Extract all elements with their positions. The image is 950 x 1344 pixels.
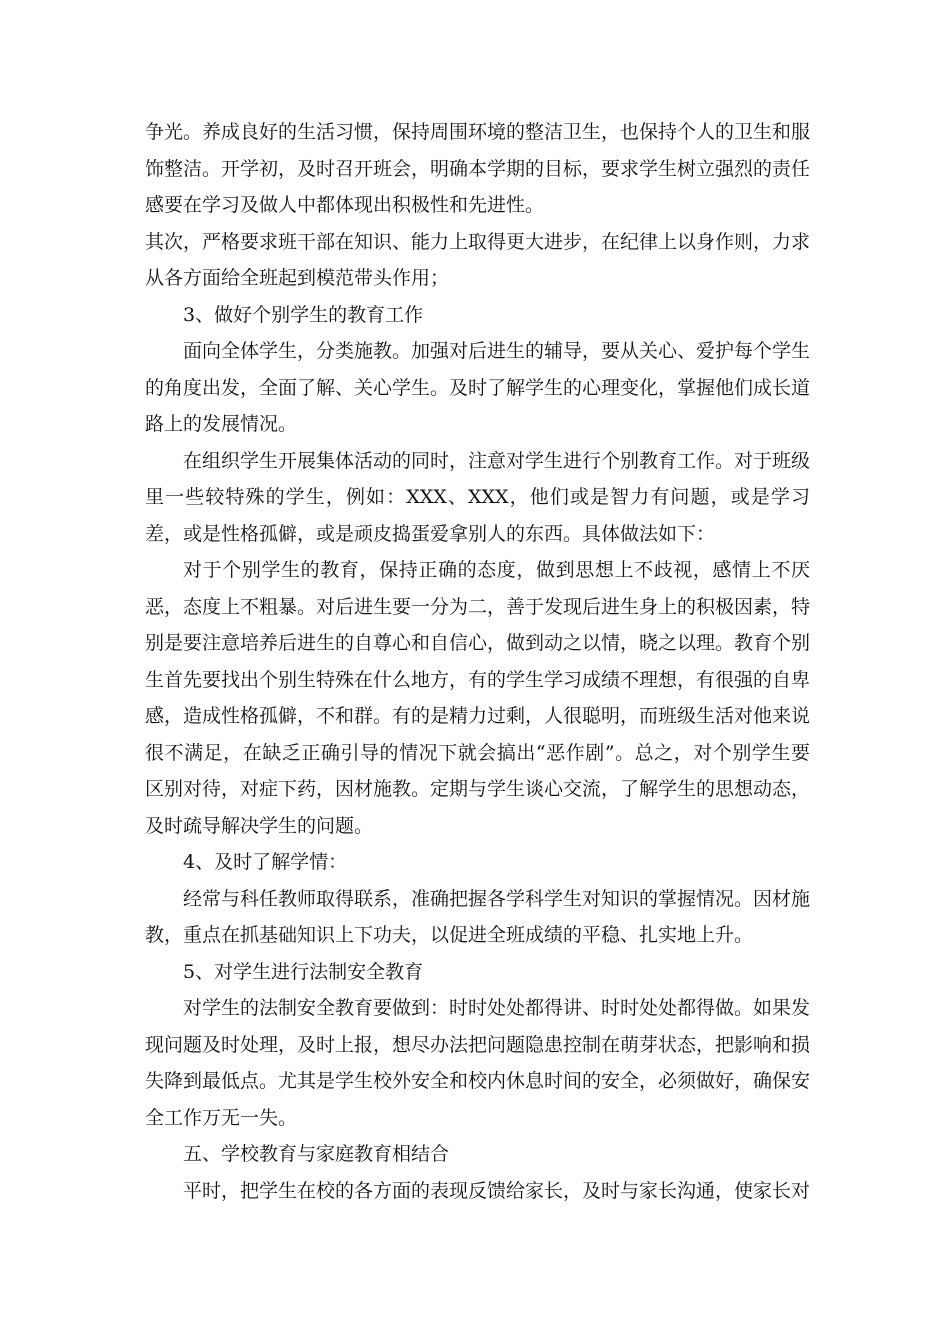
heading-3-individual-education: 3、做好个别学生的教育工作 [183, 303, 424, 326]
paragraph-10: 对学生的法制安全教育要做到：时时处处都得讲、时时处处都得做。如果发现问题及时处理，及时上报，想尽办法把问题隐患控制在萌芽状态，把影响和损失降到最低点。尤其是学生校外安全和校内休息时间的安全，必须做好，确保安全工作万无一失。 [145, 997, 811, 1129]
paragraph-4: 面向全体学生，分类施教。加强对后进生的辅导，要从关心、爱护每个学生的角度出发，全面了解、关心学生。及时了解学生的心理变化，掌握他们成长道路上的发展情况。 [145, 340, 811, 435]
paragraph-8: 经常与科任教师取得联系，准确把握各学科学生对知识的掌握情况。因材施教，重点在抓基础知识上下功夫，以促进全班成绩的平稳、扎实地上升。 [145, 887, 811, 946]
document-body [145, 114, 810, 1209]
paragraph-1: 争光。养成良好的生活习惯，保持周围环境的整洁卫生，也保持个人的卫生和服饰整洁。开学初，及时召开班会，明确本学期的目标，要求学生树立强烈的责任感要在学习及做人中都体现出积极性和先进性。 [145, 121, 811, 216]
paragraph-12: 平时，把学生在校的各方面的表现反馈给家长，及时与家长沟通，使家长对 [183, 1179, 811, 1202]
paragraph-6: 对于个别学生的教育，保持正确的态度，做到思想上不歧视，感情上不厌恶，态度上不粗暴。对后进生要一分为二，善于发现后进生身上的积极因素，特别是要注意培养后进生的自尊心和自信心，做到动之以情，晓之以理。教育个别生首先要找出个别生特殊在什么地方，有的学生学习成绩不理想，有很强的自卑感，造成性格孤僻，不和群。有的是精力过剩，人很聪明，而班级生活对他来说很不满足，在缺乏正确引导的情况下就会搞出“恶作剧”。总之，对个别学生要区别对待，对症下药，因材施教。定期与学生谈心交流，了解学生的思想动态，及时疏导解决学生的问题。 [145, 559, 811, 837]
heading-5-safety-education: 5、对学生进行法制安全教育 [183, 960, 424, 983]
paragraph-5: 在组织学生开展集体活动的同时，注意对学生进行个别教育工作。对于班级里一些较特殊的学生，例如：XXX、XXX，他们或是智力有问题，或是学习差，或是性格孤僻，或是顽皮捣蛋爱拿别人的东西。具体做法如下： [145, 449, 811, 545]
heading-4-learning-status: 4、及时了解学情： [183, 851, 348, 873]
heading-five-school-family: 五、学校教育与家庭教育相结合 [183, 1143, 450, 1165]
paragraph-2: 其次，严格要求班干部在知识、能力上取得更大进步，在纪律上以身作则，力求从各方面给全班起到模范带头作用； [145, 230, 811, 289]
